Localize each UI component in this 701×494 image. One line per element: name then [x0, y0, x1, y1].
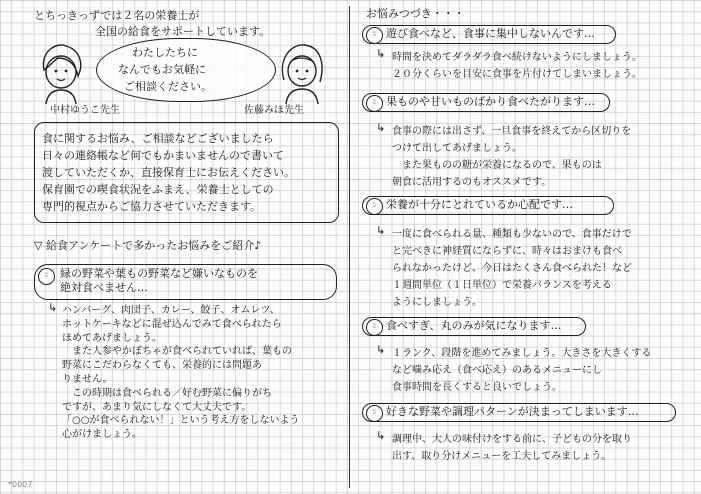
- intro-line-1: とちっきっずでは２名の栄養士が: [34, 9, 200, 22]
- cloud-line-2: なんでもお気軽に: [118, 63, 206, 76]
- nutritionist-right-name: 佐藤みほ先生: [244, 105, 304, 116]
- concern-title-picky-greens: 緑の野菜や葉もの野菜など嫌いなものを 絶対食べません…: [60, 267, 258, 294]
- arrow-icon: ↳: [376, 47, 386, 60]
- concern-title-playful-eating: 遊び食べなど、食事に集中しないんです…: [386, 27, 595, 40]
- intro-line-2: 全国の給食をサポートしています。: [95, 25, 271, 38]
- consultation-text: 食に関するお悩み、ご相談などございましたら 日々の連絡帳など何でもかまいませんので書いて 渡していただくか、直接保育士にお伝えください。 保育園での喫食状況をふまえ、栄養士としての 専門的視点からご協力させていただきます。: [42, 132, 295, 213]
- concern-answer-fruit-sweets: 食事の際には出さず、一旦食事を終えてから区切りを つけて出してあげましょう。 また果ものの糖が栄養になるので、果ものは 朝食に活用するのもオススメです。: [392, 126, 632, 188]
- arrow-icon: ↳: [376, 429, 386, 442]
- column-divider: [349, 6, 350, 488]
- concern-answer-fixed-preferences: 調理中、大人の味付けをする前に、子どもの分を取り 出す、取り分けメニューを工夫してみましょう。: [392, 434, 632, 462]
- worried-face-icon: ᵕ̈: [366, 27, 383, 44]
- cloud-line-3: ご相談ください。: [124, 80, 212, 93]
- concern-title-fixed-preferences: 好きな野菜や調理パターンが決まってしまいます…: [386, 405, 639, 418]
- concern-answer-nutrition: 一度に食べられる量、種類も少ないので、食事だけで と完べきに神経質にならずに、時々はおまけも食べ られなかったけど、今日はたくさん食べられた！など １週間単位（１日単位）で栄養バランスを考える ようにしましょう。: [392, 229, 632, 308]
- concern-answer-overeating: １ランク、段階を進めてみましょう。大きさを大きくする など噛み応え（食べ応え）のあるメニューにし 食事時間を長くすると良いでしょう。: [392, 348, 652, 393]
- arrow-icon: ↳: [376, 343, 386, 356]
- worried-face-icon: ᵕ̈: [366, 95, 383, 112]
- cloud-line-1: わたしたちに: [132, 46, 198, 59]
- arrow-icon: ↳: [376, 224, 386, 237]
- concern-answer-picky-greens: ハンバーグ、肉団子、カレー、餃子、オムレツ、 ホットケーキなどに混ぜ込んでみて食べられたら ほめてあげましょう。 また人参やかぼちゃが食べられていれば、葉もの 野菜にこだわらなくても、栄養的には問題あ りません。 この時期は食べられる／好む野菜に偏りがち ですが、あまり気にしなくて大丈夫です。 「○○が食べられない！」という考え方をしないよう 心がけましょう。: [62, 305, 300, 441]
- arrow-icon: ↳: [376, 121, 386, 134]
- footer-mark: *0007: [8, 480, 33, 489]
- worried-face-icon: ᵕ̈: [366, 405, 383, 422]
- concern-title-overeating: 食べすぎ、丸のみが気になります…: [386, 319, 562, 332]
- concern-answer-playful-eating: 時間を決めてダラダラ食べ続けないようにしましょう。 ２０分くらいを目安に食事を片付けてしまいましょう。: [392, 52, 642, 80]
- concern-title-fruit-sweets: 果ものや甘いものばかり食べたがります…: [386, 95, 595, 108]
- nutritionist-left-name: 中村ゆうこ先生: [50, 105, 120, 116]
- arrow-icon: ↳: [48, 301, 58, 314]
- nutritionist-left-illustration: [36, 40, 88, 106]
- worried-face-icon: ᵕ̈: [366, 198, 383, 215]
- concern-title-nutrition: 栄養が十分にとれているか心配です…: [386, 198, 573, 211]
- continued-header: お悩みつづき・・・: [366, 7, 465, 20]
- worried-face-icon: ᵕ̈: [366, 319, 383, 336]
- worried-face-icon: ᵕ̈: [38, 268, 55, 285]
- nutritionist-right-illustration: [276, 40, 328, 106]
- survey-heading: ▽ 給食アンケートで多かったお悩みをご紹介♪: [34, 239, 262, 252]
